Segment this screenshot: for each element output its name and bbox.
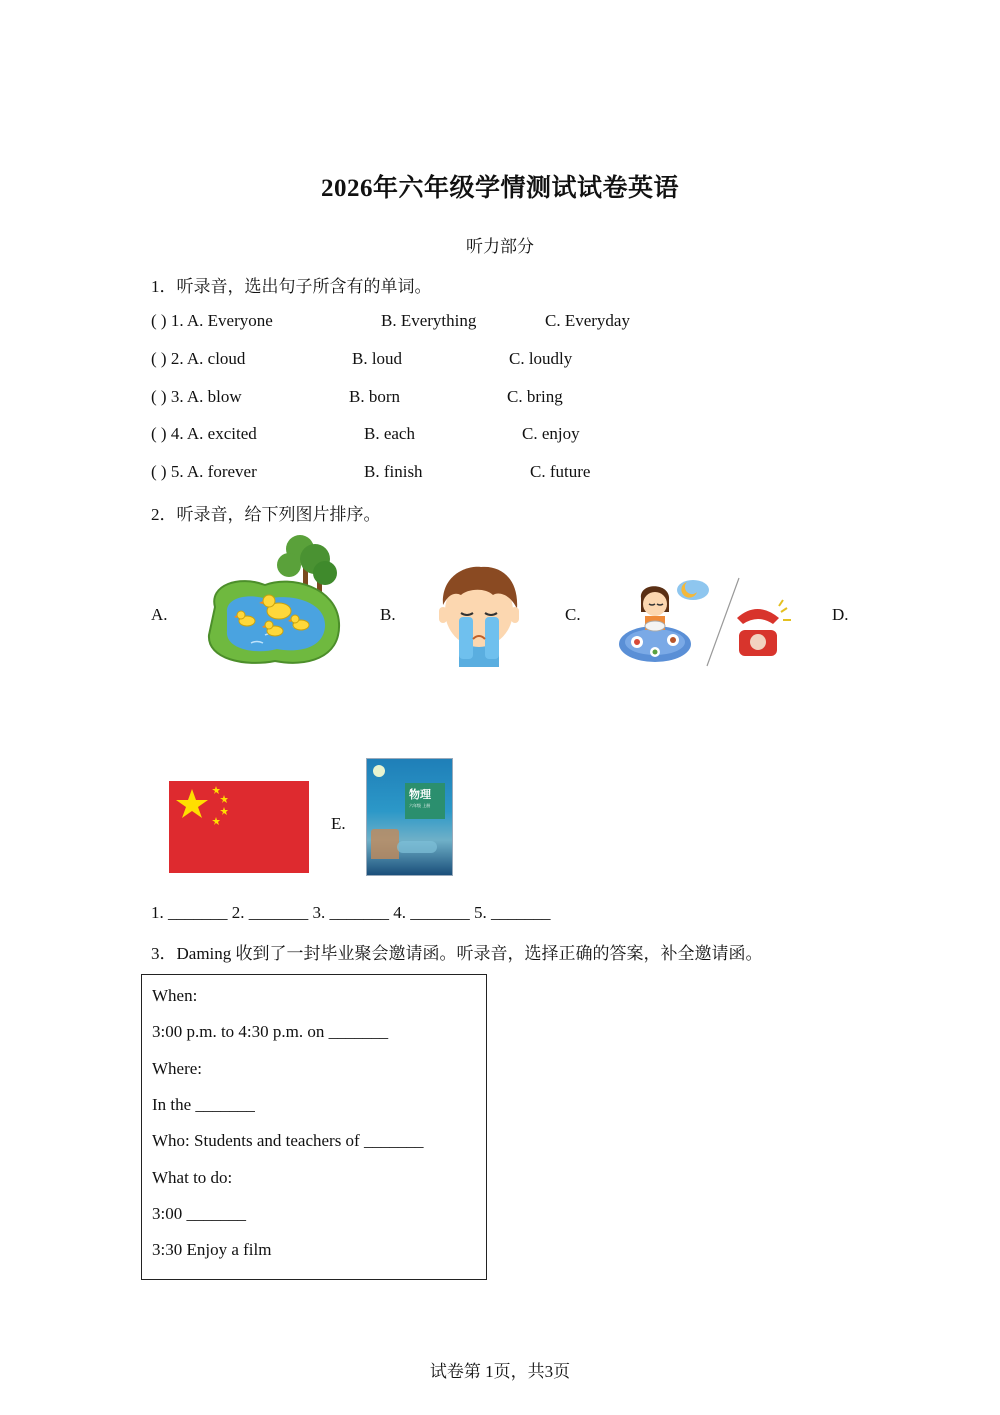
option-c: C. enjoy (522, 424, 580, 443)
physics-textbook-picture (367, 759, 452, 875)
option-c: C. future (530, 462, 591, 481)
invitation-line: Who: Students and teachers of _______ (152, 1131, 424, 1150)
question-1-item (0, 311, 1000, 335)
section-subtitle: 听力部分 (466, 237, 534, 256)
item-number-option-a: ( ) 3. A. blow (151, 387, 242, 406)
option-b: B. loud (352, 349, 403, 368)
book-title: 物理 (409, 788, 431, 801)
picture-label-c: C. (565, 605, 581, 624)
option-c: C. bring (507, 387, 563, 406)
invitation-line: Where: (152, 1059, 203, 1078)
picture-label-a: A. (151, 605, 168, 624)
china-flag-picture (169, 781, 309, 873)
picture-label-d: D. (832, 605, 849, 624)
option-c: C. loudly (509, 349, 573, 368)
page-title: 2026年六年级学情测试试卷英语 (320, 175, 679, 202)
option-b: B. born (349, 387, 400, 406)
item-number-option-a: ( ) 1. A. Everyone (151, 311, 273, 330)
picture-label-e: E. (331, 814, 346, 833)
invitation-line: 3:00 p.m. to 4:30 p.m. on _______ (152, 1022, 389, 1041)
question-1-item (0, 424, 1000, 448)
item-number-option-a: ( ) 2. A. cloud (151, 349, 246, 368)
invitation-line: 3:00 _______ (152, 1204, 246, 1223)
option-c: C. Everyday (545, 311, 630, 330)
ordering-answer-blanks: 1. _______ 2. _______ 3. _______ 4. _______ 5. _______ (151, 903, 551, 922)
book-subtitle: 六年级 上册 (409, 803, 431, 808)
question-3-heading: 3．Daming 收到了一封毕业聚会邀请函。听录音，选择正确的答案，补全邀请函。 (151, 944, 763, 963)
invitation-line: When: (152, 986, 198, 1005)
question-1-item (0, 387, 1000, 411)
question-1-heading: 1．听录音，选出句子所含有的单词。 (151, 277, 432, 296)
crying-boy-picture (437, 565, 521, 667)
invitation-line: In the _______ (152, 1095, 255, 1114)
dinner-and-phone-picture (615, 572, 795, 668)
publisher-logo-icon (373, 765, 385, 777)
pond-ducks-picture (205, 535, 343, 668)
picture-label-b: B. (380, 605, 396, 624)
item-number-option-a: ( ) 4. A. excited (151, 424, 257, 443)
invitation-line: What to do: (152, 1168, 233, 1187)
option-b: B. finish (364, 462, 423, 481)
invitation-line: 3:30 Enjoy a film (152, 1240, 272, 1259)
question-1-item (0, 349, 1000, 373)
page-footer: 试卷第 1页，共3页 (429, 1362, 571, 1381)
question-1-item (0, 462, 1000, 486)
question-2-heading: 2．听录音，给下列图片排序。 (151, 505, 381, 524)
invitation-box (141, 974, 487, 1280)
option-b: B. each (364, 424, 415, 443)
option-b: B. Everything (381, 311, 477, 330)
item-number-option-a: ( ) 5. A. forever (151, 462, 257, 481)
